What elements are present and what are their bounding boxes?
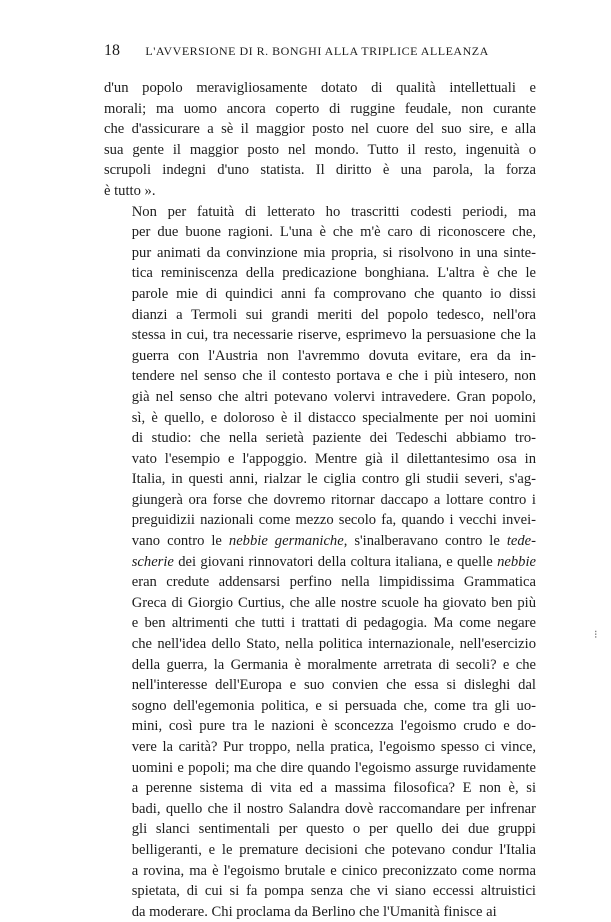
text-line: guerra con l'Austria non l'avremmo dovuta evitare, era da in- (131, 347, 536, 364)
text-line: da moderare. Chi proclama da Berlino che l'Umanità finisce ai (131, 903, 497, 920)
text-line: uomini e popoli; ma che dire quando l'egoismo assurge ruvidamente (131, 759, 536, 776)
text-line: scherie dei giovani rinnovatori della coltura italiana, e quelle nebbie (131, 553, 536, 570)
text-line: d'un popolo meravigliosamente dotato di qualità intellettuali e (104, 80, 536, 96)
text-line: nell'interesse dell'Europa e suo convien che essa si disleghi dal (131, 677, 536, 694)
text-line: vere la carità? Pur troppo, nella pratica, l'egoismo spesso ci vince, (131, 739, 536, 755)
text-line: badi, quello che il nostro Salandra dovè raccomandare per infrenar (131, 800, 536, 817)
text-line: belligeranti, e le premature decisioni che potevano condur l'Italia (131, 841, 536, 858)
text-line: a rovina, ma è l'egoismo brutale e cinico preconizzato come norma (131, 862, 536, 879)
text-line: gli slanci sentimentali per questo o per quello dei due gruppi (131, 821, 536, 838)
text-line: e ben altrimenti che tutti i trattati di pedagogia. Ma come negare (131, 615, 536, 632)
text-line: stessa in cui, tra necessarie riserve, esprimevo la persuasione che la (131, 327, 536, 344)
text-line: morali; ma uomo ancora coperto di ruggine feudale, non curante (104, 100, 536, 117)
text-line: già nel senso che altri potevano volervi intravedere. Gran popolo, (131, 388, 536, 405)
page-number: 18 (104, 42, 120, 59)
page-header (104, 42, 544, 60)
margin-mark: ⁝ (594, 629, 598, 641)
text-line: mini, così pure tra le nazioni è sconcezza l'egoismo crudo e do- (131, 718, 536, 735)
text-line: scrupoli indegni d'uno statista. Il diritto è una parola, la forza (104, 162, 536, 179)
text-line: è tutto ». (104, 182, 156, 199)
text-line: sogno dell'egemonia politica, e si persuada che, come tra gli uo- (131, 697, 536, 714)
text-line: della guerra, la Germania è moralmente arretrata di secoli? e che (131, 656, 536, 673)
text-line: eran credute addensarsi perfino nella limpidissima Grammatica (131, 574, 536, 591)
text-line: preguidizii nazionali come mezzo secolo fa, quando i vecchi invei- (131, 512, 536, 529)
body-text (104, 78, 536, 922)
text-line: Italia, in questi anni, rialzar le ciglia contro gli studii severi, s'ag- (131, 471, 536, 488)
text-line: sì, è quello, e doloroso è il distacco specialmente per noi uomini (131, 409, 536, 426)
text-line: tendere nel senso che il contesto portava e che i più intesero, non (131, 368, 536, 385)
text-line: tica reminiscenza della predicazione bonghiana. L'altra è che le (131, 265, 536, 282)
text-line: giungerà ora forse che dovremo ritornar daccapo a lottare contro i (131, 491, 536, 508)
text-line: vato l'esempio e l'appoggio. Mentre già il dilettantesimo osa in (131, 450, 536, 467)
paragraph (104, 78, 536, 202)
text-line: Non per fatuità di letterato ho trascritti codesti periodi, ma (131, 203, 536, 220)
text-line: a perenne sistema di vita ed a massima filosofica? E non è, si (131, 780, 536, 797)
text-line: che d'assicurare a sè il maggior posto nel cuore del suo sire, e alla (104, 121, 536, 138)
text-line: che nell'idea dello Stato, nella politica internazionale, nell'esercizio (131, 636, 536, 653)
paragraph (104, 202, 536, 922)
text-line: di studio: che nella serietà paziente dei Tedeschi abbiamo tro- (131, 430, 536, 447)
text-line: per due buone ragioni. L'una è che m'è caro di riconoscere che, (131, 224, 536, 241)
text-line: vano contro le nebbie germaniche, s'inalberavano contro le tede- (131, 533, 536, 550)
text-line: Greca di Giorgio Curtius, che alle nostre scuole ha giovato ben più (131, 594, 536, 611)
text-line: parole mie di quindici anni fa comprovano che quanto io dissi (131, 285, 536, 302)
running-title: L'AVVERSIONE DI R. BONGHI ALLA TRIPLICE ALLEANZA (145, 44, 489, 58)
text-line: pur animati da convinzione mia propria, si risolvono in una sinte- (131, 244, 536, 261)
text-line: dianzi a Termoli sui grandi meriti del popolo tedesco, nell'ora (131, 306, 536, 323)
text-line: sua gente il maggior posto nel mondo. Tutto il resto, ingenuità o (104, 141, 536, 158)
text-line: spietata, di cui si fa pompa senza che vi siano eccessi altruistici (131, 883, 536, 900)
